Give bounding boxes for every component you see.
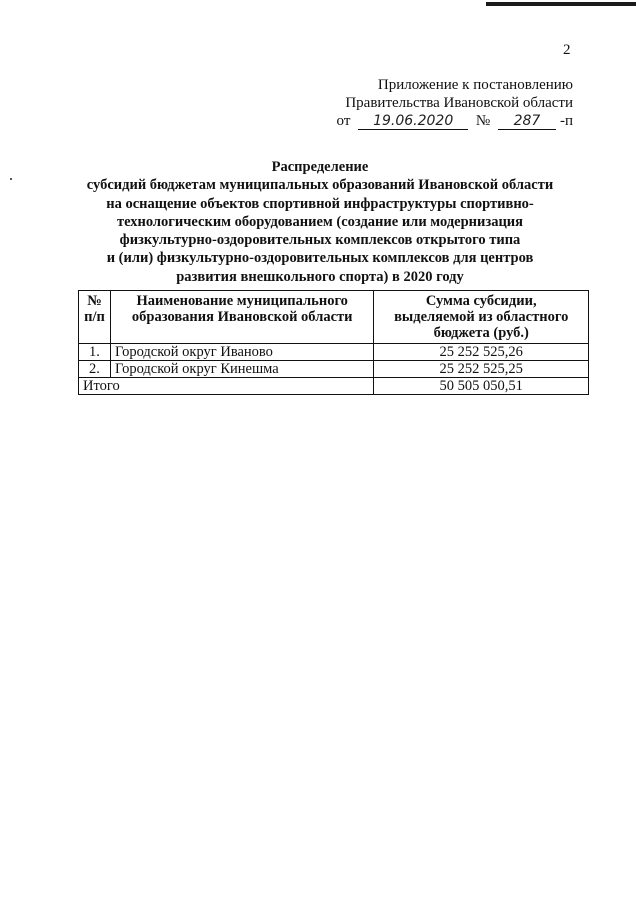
appendix-line-1: Приложение к постановлению: [377, 77, 573, 93]
heading-line: физкультурно-оздоровительных комплексов открытого типа: [119, 232, 521, 249]
municipality-name: Городской округ Иваново: [110, 344, 373, 361]
appendix-line-2: Правительства Ивановской области: [345, 95, 573, 111]
document-heading: [0, 158, 640, 286]
number-label: №: [475, 113, 491, 129]
row-number: 2.: [79, 361, 111, 378]
top-border-rule: [486, 2, 636, 6]
appendix-line-3: [337, 112, 573, 130]
page-number: 2: [563, 42, 571, 58]
handwritten-number: 287: [498, 114, 556, 130]
heading-line: технологическим оборудованием (создание или модернизация: [116, 213, 523, 230]
total-amount: 50 505 050,51: [374, 378, 589, 395]
number-suffix: -п: [559, 113, 573, 129]
heading-line: Распределение: [271, 159, 369, 175]
total-label: Итого: [79, 378, 374, 395]
header-name: Наименование муниципального образования Ивановской области: [110, 291, 373, 344]
header-num: № п/п: [79, 291, 111, 344]
heading-line: и (или) физкультурно-оздоровительных комплексов для центров: [106, 250, 534, 267]
table-row: [79, 344, 589, 361]
subsidy-amount: 25 252 525,25: [374, 361, 589, 378]
subsidy-amount: 25 252 525,26: [374, 344, 589, 361]
heading-line: развития внешкольного спорта) в 2020 году: [176, 268, 464, 285]
heading-line: субсидий бюджетам муниципальных образований Ивановской области: [86, 177, 554, 194]
table-row: [79, 361, 589, 378]
subsidy-table: [78, 290, 589, 395]
header-amount: Сумма субсидии, выделяемой из областного бюджета (руб.): [374, 291, 589, 344]
appendix-reference: [337, 76, 573, 130]
table-header-row: [79, 291, 589, 344]
municipality-name: Городской округ Кинешма: [110, 361, 373, 378]
handwritten-date: 19.06.2020: [358, 114, 468, 130]
table-total-row: [79, 378, 589, 395]
from-label: от: [336, 113, 351, 129]
row-number: 1.: [79, 344, 111, 361]
heading-line: на оснащение объектов спортивной инфраструктуры спортивно-: [106, 195, 534, 212]
